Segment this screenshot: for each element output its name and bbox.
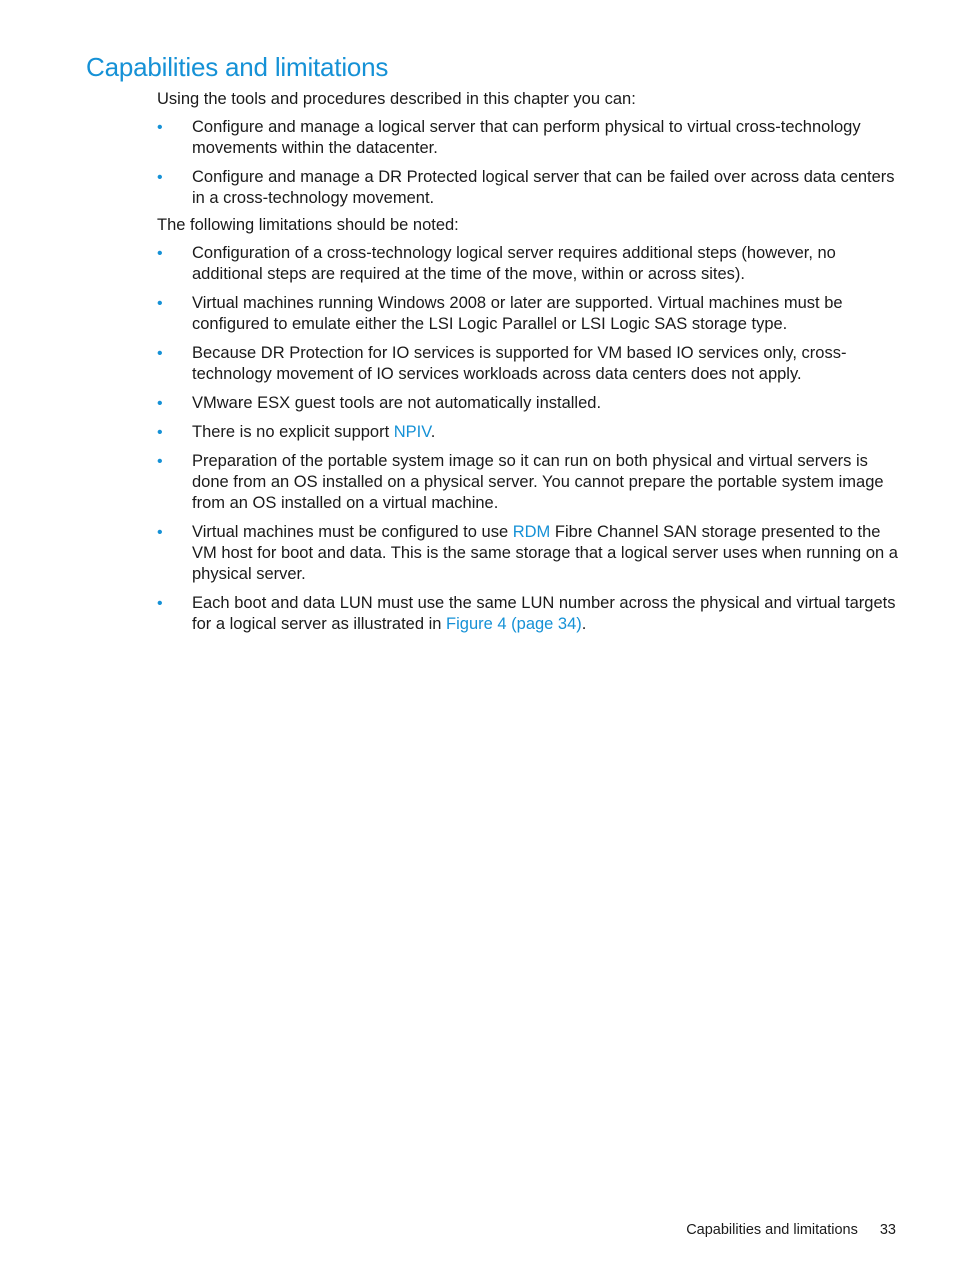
footer-section-title: Capabilities and limitations [686,1222,858,1238]
bullet-icon: • [157,295,163,312]
limitation-text: Fibre Channel SAN storage presented to the VM host for boot and data. This is the same storage that a logical server uses when running on a physical server. [192,523,898,583]
limitation-text: Virtual machines must be configured to use [192,523,513,541]
bullet-icon: • [157,453,163,470]
figure-4-link[interactable]: Figure 4 (page 34) [446,615,582,633]
limitation-text: Preparation of the portable system image so it can run on both physical and virtual servers is done from an OS installed on a physical server. You cannot prepare the portable system image from an OS installed on a virtual machine. [192,452,884,512]
list-item [157,293,902,335]
page-number: 33 [879,1222,896,1238]
list-item [157,522,902,585]
bullet-icon: • [157,345,163,362]
list-item [157,451,902,514]
limitation-text: Each boot and data LUN must use the same LUN number across the physical and virtual targets for a logical server as illustrated in [192,594,896,633]
list-item [157,117,902,159]
page-footer [686,1222,896,1238]
npiv-link[interactable]: NPIV [393,423,431,441]
list-item [157,422,902,443]
bullet-icon: • [157,395,163,412]
list-item [157,393,902,414]
capabilities-list [157,117,902,217]
limitation-text: Because DR Protection for IO services is supported for VM based IO services only, cross-technology movement of IO services workloads across data centers does not apply. [192,344,847,383]
limitation-text: . [430,423,436,441]
rdm-link[interactable]: RDM [512,523,551,541]
intro-text: Using the tools and procedures described in this chapter you can: [157,90,636,108]
list-item [157,593,902,635]
limitation-text: Configuration of a cross-technology logical server requires additional steps (however, no additional steps are required at the time of the move, within or across sites). [192,244,836,283]
capability-text: Configure and manage a logical server that can perform physical to virtual cross-technology movements within the datacenter. [192,118,861,157]
limitation-text: . [581,615,587,633]
limitation-text: There is no explicit support [192,423,394,441]
limitations-intro: The following limitations should be noted: [157,216,459,234]
bullet-icon: • [157,169,163,186]
list-item [157,243,902,285]
list-item [157,343,902,385]
bullet-icon: • [157,245,163,262]
bullet-icon: • [157,524,163,541]
page-title: Capabilities and limitations [86,52,389,82]
bullet-icon: • [157,595,163,612]
bullet-icon: • [157,119,163,136]
limitation-text: Virtual machines running Windows 2008 or later are supported. Virtual machines must be configured to emulate either the LSI Logic Parallel or LSI Logic SAS storage type. [192,294,843,333]
limitations-list [157,243,902,643]
list-item [157,167,902,209]
bullet-icon: • [157,424,163,441]
capability-text: Configure and manage a DR Protected logical server that can be failed over across data centers in a cross-technology movement. [192,168,895,207]
limitation-text: VMware ESX guest tools are not automatically installed. [192,394,602,412]
